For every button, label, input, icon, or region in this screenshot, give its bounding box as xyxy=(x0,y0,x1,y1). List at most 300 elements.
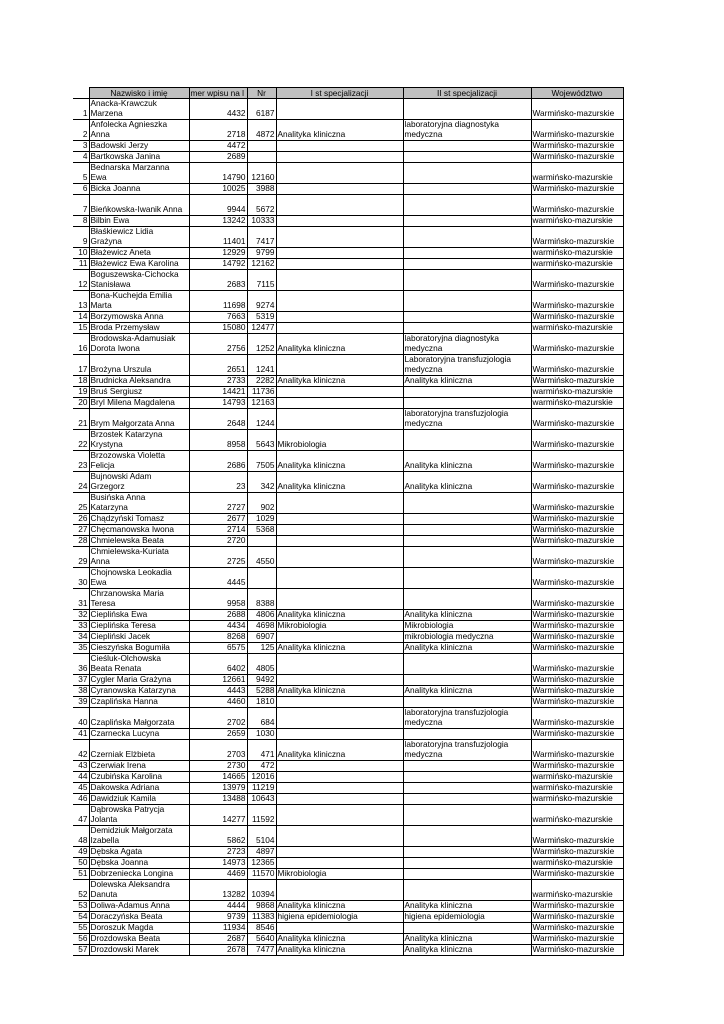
second-degree-specialization xyxy=(403,536,531,547)
nr-value: 10643 xyxy=(247,794,276,805)
nr-value: 10333 xyxy=(247,216,276,227)
entry-number: 14793 xyxy=(189,398,247,409)
second-degree-specialization: laboratoryjna transfuzjologia medyczna xyxy=(403,409,531,430)
row-number: 51 xyxy=(73,869,89,880)
table-row xyxy=(73,794,623,805)
nr-value: 12163 xyxy=(247,398,276,409)
row-number: 54 xyxy=(73,912,89,923)
nr-value: 8546 xyxy=(247,923,276,934)
person-name: Ciepliński Jacek xyxy=(89,632,189,643)
row-number: 16 xyxy=(73,334,89,355)
table-row xyxy=(73,387,623,398)
nr-value: 5288 xyxy=(247,686,276,697)
first-degree-specialization xyxy=(276,547,403,568)
person-name: Dębska Joanna xyxy=(89,858,189,869)
first-degree-specialization xyxy=(276,761,403,772)
row-number: 47 xyxy=(73,805,89,826)
row-number: 38 xyxy=(73,686,89,697)
voivodeship: Warmińsko-mazurskie xyxy=(531,376,623,387)
entry-number: 8268 xyxy=(189,632,247,643)
row-number: 12 xyxy=(73,270,89,291)
entry-number: 2686 xyxy=(189,451,247,472)
entry-number: 2683 xyxy=(189,270,247,291)
second-degree-specialization xyxy=(403,99,531,120)
table-row xyxy=(73,708,623,729)
first-degree-specialization: Analityka kliniczna xyxy=(276,901,403,912)
entry-number: 2677 xyxy=(189,514,247,525)
voivodeship: warmińsko-mazurskie xyxy=(531,248,623,259)
row-number: 8 xyxy=(73,216,89,227)
entry-number: 14421 xyxy=(189,387,247,398)
row-number: 31 xyxy=(73,589,89,610)
person-name: Demidziuk Małgorzata Izabella xyxy=(89,826,189,847)
second-degree-specialization xyxy=(403,493,531,514)
table-row xyxy=(73,334,623,355)
entry-number: 2648 xyxy=(189,409,247,430)
first-degree-specialization: Analityka kliniczna xyxy=(276,376,403,387)
row-number: 23 xyxy=(73,451,89,472)
voivodeship: Warmińsko-mazurskie xyxy=(531,227,623,248)
voivodeship: Warmińsko-mazurskie xyxy=(531,610,623,621)
second-degree-specialization xyxy=(403,398,531,409)
nr-value: 3988 xyxy=(247,184,276,195)
second-degree-specialization xyxy=(403,654,531,675)
person-name: Bieńkowska-Iwanik Anna xyxy=(89,195,189,216)
table-row xyxy=(73,945,623,956)
nr-value: 7477 xyxy=(247,945,276,956)
entry-number: 4472 xyxy=(189,141,247,152)
entry-number: 4443 xyxy=(189,686,247,697)
table-row xyxy=(73,525,623,536)
second-degree-specialization xyxy=(403,227,531,248)
entry-number: 2651 xyxy=(189,355,247,376)
table-row xyxy=(73,610,623,621)
row-number: 37 xyxy=(73,675,89,686)
entry-number: 6402 xyxy=(189,654,247,675)
table-row xyxy=(73,869,623,880)
entry-number: 9958 xyxy=(189,589,247,610)
first-degree-specialization xyxy=(276,514,403,525)
voivodeship: Warmińsko-mazurskie xyxy=(531,152,623,163)
row-number: 6 xyxy=(73,184,89,195)
second-degree-specialization xyxy=(403,880,531,901)
first-degree-specialization xyxy=(276,783,403,794)
first-degree-specialization: Mikrobiologia xyxy=(276,869,403,880)
person-name: Dębska Agata xyxy=(89,847,189,858)
first-degree-specialization: Analityka kliniczna xyxy=(276,472,403,493)
first-degree-specialization xyxy=(276,589,403,610)
row-number: 53 xyxy=(73,901,89,912)
person-name: Błażewicz Aneta xyxy=(89,248,189,259)
table-row xyxy=(73,312,623,323)
row-number: 50 xyxy=(73,858,89,869)
second-degree-specialization: Analityka kliniczna xyxy=(403,376,531,387)
table-row xyxy=(73,621,623,632)
nr-value: 7505 xyxy=(247,451,276,472)
second-degree-specialization xyxy=(403,675,531,686)
person-name: Dolewska Aleksandra Danuta xyxy=(89,880,189,901)
nr-value: 12477 xyxy=(247,323,276,334)
first-degree-specialization xyxy=(276,536,403,547)
person-name: Bona-Kuchejda Emilia Marta xyxy=(89,291,189,312)
row-number: 33 xyxy=(73,621,89,632)
second-degree-specialization xyxy=(403,697,531,708)
nr-value: 342 xyxy=(247,472,276,493)
nr-value: 12016 xyxy=(247,772,276,783)
second-degree-specialization xyxy=(403,826,531,847)
nr-value: 11383 xyxy=(247,912,276,923)
entry-number: 2678 xyxy=(189,945,247,956)
row-number: 56 xyxy=(73,934,89,945)
voivodeship: Warmińsko-mazurskie xyxy=(531,847,623,858)
person-name: Badowski Jerzy xyxy=(89,141,189,152)
entry-number: 13488 xyxy=(189,794,247,805)
second-degree-specialization xyxy=(403,858,531,869)
entry-number: 10025 xyxy=(189,184,247,195)
first-degree-specialization: Analityka kliniczna xyxy=(276,945,403,956)
nr-value: 6907 xyxy=(247,632,276,643)
entry-number: 23 xyxy=(189,472,247,493)
person-name: Borzymowska Anna xyxy=(89,312,189,323)
person-name: Bryl Milena Magdalena xyxy=(89,398,189,409)
table-row xyxy=(73,772,623,783)
voivodeship: warmińsko-mazurskie xyxy=(531,772,623,783)
nr-value xyxy=(247,152,276,163)
person-name: Czaplińska Hanna xyxy=(89,697,189,708)
person-name: Doliwa-Adamus Anna xyxy=(89,901,189,912)
first-degree-specialization: Analityka kliniczna xyxy=(276,740,403,761)
voivodeship: warmińsko-mazurskie xyxy=(531,216,623,227)
nr-value: 1252 xyxy=(247,334,276,355)
header-first-degree-specialization: I st specjalizacji xyxy=(276,88,403,99)
voivodeship: Warmińsko-mazurskie xyxy=(531,675,623,686)
first-degree-specialization xyxy=(276,858,403,869)
person-name: Cieplińska Teresa xyxy=(89,621,189,632)
voivodeship: Warmińsko-mazurskie xyxy=(531,547,623,568)
entry-number: 2688 xyxy=(189,610,247,621)
first-degree-specialization xyxy=(276,163,403,184)
header-voivodeship: Województwo xyxy=(531,88,623,99)
person-name: Anfolecka Agnieszka Anna xyxy=(89,120,189,141)
nr-value: 4698 xyxy=(247,621,276,632)
second-degree-specialization xyxy=(403,291,531,312)
first-degree-specialization xyxy=(276,493,403,514)
entry-number: 13979 xyxy=(189,783,247,794)
entry-number: 15080 xyxy=(189,323,247,334)
table-body xyxy=(73,99,623,956)
entry-number: 2725 xyxy=(189,547,247,568)
first-degree-specialization xyxy=(276,259,403,270)
row-number: 21 xyxy=(73,409,89,430)
second-degree-specialization: Analityka kliniczna xyxy=(403,686,531,697)
person-name: Chmielewska Beata xyxy=(89,536,189,547)
person-name: Bilbin Ewa xyxy=(89,216,189,227)
second-degree-specialization xyxy=(403,163,531,184)
person-name: Błaśkiewicz Lidia Grażyna xyxy=(89,227,189,248)
table-row xyxy=(73,259,623,270)
row-number: 29 xyxy=(73,547,89,568)
row-number: 2 xyxy=(73,120,89,141)
voivodeship: Warmińsko-mazurskie xyxy=(531,141,623,152)
nr-value: 9492 xyxy=(247,675,276,686)
table-row xyxy=(73,536,623,547)
first-degree-specialization xyxy=(276,675,403,686)
first-degree-specialization: Analityka kliniczna xyxy=(276,643,403,654)
first-degree-specialization: Analityka kliniczna xyxy=(276,934,403,945)
table-row xyxy=(73,227,623,248)
person-name: Brudnicka Aleksandra xyxy=(89,376,189,387)
person-name: Boguszewska-Cichocka Stanisława xyxy=(89,270,189,291)
table-row xyxy=(73,632,623,643)
second-degree-specialization xyxy=(403,794,531,805)
nr-value: 4805 xyxy=(247,654,276,675)
entry-number: 2718 xyxy=(189,120,247,141)
voivodeship: Warmińsko-mazurskie xyxy=(531,869,623,880)
nr-value: 7115 xyxy=(247,270,276,291)
voivodeship: Warmińsko-mazurskie xyxy=(531,120,623,141)
voivodeship: warmińsko-mazurskie xyxy=(531,783,623,794)
entry-number: 2687 xyxy=(189,934,247,945)
person-name: Cyranowska Katarzyna xyxy=(89,686,189,697)
nr-value: 11592 xyxy=(247,805,276,826)
voivodeship: Warmińsko-mazurskie xyxy=(531,686,623,697)
entry-number: 4444 xyxy=(189,901,247,912)
table-row xyxy=(73,783,623,794)
nr-value: 684 xyxy=(247,708,276,729)
table-row xyxy=(73,901,623,912)
row-number: 34 xyxy=(73,632,89,643)
nr-value xyxy=(247,141,276,152)
table-row xyxy=(73,184,623,195)
first-degree-specialization xyxy=(276,141,403,152)
first-degree-specialization: Analityka kliniczna xyxy=(276,610,403,621)
person-name: Chmielewska-Kuriata Anna xyxy=(89,547,189,568)
nr-value: 11736 xyxy=(247,387,276,398)
table-row xyxy=(73,216,623,227)
first-degree-specialization: Analityka kliniczna xyxy=(276,334,403,355)
row-number: 22 xyxy=(73,430,89,451)
table-row xyxy=(73,376,623,387)
table-row xyxy=(73,493,623,514)
row-number: 43 xyxy=(73,761,89,772)
table-row xyxy=(73,729,623,740)
first-degree-specialization xyxy=(276,880,403,901)
second-degree-specialization xyxy=(403,430,531,451)
first-degree-specialization: Analityka kliniczna xyxy=(276,120,403,141)
entry-number: 2702 xyxy=(189,708,247,729)
second-degree-specialization xyxy=(403,195,531,216)
table-row xyxy=(73,120,623,141)
nr-value: 4806 xyxy=(247,610,276,621)
table-row xyxy=(73,923,623,934)
entry-number: 4432 xyxy=(189,99,247,120)
row-number: 27 xyxy=(73,525,89,536)
person-name: Anacka-Krawczuk Marzena xyxy=(89,99,189,120)
person-name: Cieplińska Ewa xyxy=(89,610,189,621)
voivodeship: Warmińsko-mazurskie xyxy=(531,934,623,945)
nr-value: 1029 xyxy=(247,514,276,525)
person-name: Cieśluk-Olchowska Beata Renata xyxy=(89,654,189,675)
row-number: 20 xyxy=(73,398,89,409)
first-degree-specialization xyxy=(276,568,403,589)
second-degree-specialization xyxy=(403,589,531,610)
voivodeship: warmińsko-mazurskie xyxy=(531,259,623,270)
entry-number: 9944 xyxy=(189,195,247,216)
row-number: 13 xyxy=(73,291,89,312)
voivodeship: warmińsko-mazurskie xyxy=(531,805,623,826)
first-degree-specialization xyxy=(276,398,403,409)
second-degree-specialization xyxy=(403,923,531,934)
first-degree-specialization xyxy=(276,248,403,259)
second-degree-specialization xyxy=(403,312,531,323)
voivodeship: Warmińsko-mazurskie xyxy=(531,923,623,934)
second-degree-specialization: Laboratoryjna transfuzjologia medyczna xyxy=(403,355,531,376)
table-row xyxy=(73,761,623,772)
entry-number: 2756 xyxy=(189,334,247,355)
voivodeship: Warmińsko-mazurskie xyxy=(531,184,623,195)
table-row xyxy=(73,430,623,451)
entry-number: 12929 xyxy=(189,248,247,259)
header-nr: Nr xyxy=(247,88,276,99)
person-name: Cygler Maria Grażyna xyxy=(89,675,189,686)
row-number: 41 xyxy=(73,729,89,740)
second-degree-specialization xyxy=(403,387,531,398)
voivodeship: Warmińsko-mazurskie xyxy=(531,430,623,451)
nr-value: 4550 xyxy=(247,547,276,568)
table-row xyxy=(73,409,623,430)
nr-value: 11219 xyxy=(247,783,276,794)
person-name: Czubińska Karolina xyxy=(89,772,189,783)
row-number: 1 xyxy=(73,99,89,120)
nr-value: 1241 xyxy=(247,355,276,376)
row-number: 18 xyxy=(73,376,89,387)
table-row xyxy=(73,740,623,761)
voivodeship: Warmińsko-mazurskie xyxy=(531,826,623,847)
voivodeship: Warmińsko-mazurskie xyxy=(531,312,623,323)
row-number: 7 xyxy=(73,195,89,216)
voivodeship: Warmińsko-mazurskie xyxy=(531,632,623,643)
entry-number: 11401 xyxy=(189,227,247,248)
first-degree-specialization xyxy=(276,216,403,227)
second-degree-specialization: Analityka kliniczna xyxy=(403,472,531,493)
header-number xyxy=(73,88,89,99)
second-degree-specialization: Analityka kliniczna xyxy=(403,945,531,956)
nr-value xyxy=(247,536,276,547)
entry-number: 2659 xyxy=(189,729,247,740)
entry-number: 13282 xyxy=(189,880,247,901)
person-name: Chrzanowska Maria Teresa xyxy=(89,589,189,610)
person-name: Drozdowska Beata xyxy=(89,934,189,945)
row-number: 42 xyxy=(73,740,89,761)
table-row xyxy=(73,589,623,610)
first-degree-specialization xyxy=(276,805,403,826)
first-degree-specialization xyxy=(276,826,403,847)
first-degree-specialization xyxy=(276,847,403,858)
first-degree-specialization xyxy=(276,772,403,783)
person-name: Brożyna Urszula xyxy=(89,355,189,376)
person-name: Broda Przemysław xyxy=(89,323,189,334)
table-row xyxy=(73,675,623,686)
table-row xyxy=(73,141,623,152)
first-degree-specialization xyxy=(276,654,403,675)
nr-value: 4897 xyxy=(247,847,276,858)
second-degree-specialization: laboratoryjna transfuzjologia medyczna xyxy=(403,740,531,761)
row-number: 28 xyxy=(73,536,89,547)
second-degree-specialization xyxy=(403,259,531,270)
voivodeship: warmińsko-mazurskie xyxy=(531,794,623,805)
row-number: 49 xyxy=(73,847,89,858)
first-degree-specialization xyxy=(276,270,403,291)
person-name: Czerniak Elżbieta xyxy=(89,740,189,761)
header-entry-number: mer wpisu na l xyxy=(189,88,247,99)
voivodeship: Warmińsko-mazurskie xyxy=(531,451,623,472)
person-name: Brodowska-Adamusiak Dorota Iwona xyxy=(89,334,189,355)
entry-number: 14792 xyxy=(189,259,247,270)
nr-value: 1244 xyxy=(247,409,276,430)
voivodeship: warmińsko-mazurskie xyxy=(531,163,623,184)
voivodeship: Warmińsko-mazurskie xyxy=(531,654,623,675)
person-name: Doraczyńska Beata xyxy=(89,912,189,923)
person-name: Bruś Sergiusz xyxy=(89,387,189,398)
voivodeship: Warmińsko-mazurskie xyxy=(531,621,623,632)
entry-number: 2723 xyxy=(189,847,247,858)
voivodeship: Warmińsko-mazurskie xyxy=(531,589,623,610)
nr-value: 5368 xyxy=(247,525,276,536)
voivodeship: Warmińsko-mazurskie xyxy=(531,355,623,376)
row-number: 39 xyxy=(73,697,89,708)
nr-value: 12365 xyxy=(247,858,276,869)
voivodeship: Warmińsko-mazurskie xyxy=(531,740,623,761)
nr-value: 1810 xyxy=(247,697,276,708)
first-degree-specialization xyxy=(276,409,403,430)
first-degree-specialization: Mikrobiologia xyxy=(276,621,403,632)
entry-number: 14790 xyxy=(189,163,247,184)
voivodeship: Warmińsko-mazurskie xyxy=(531,99,623,120)
nr-value: 5643 xyxy=(247,430,276,451)
table-row xyxy=(73,934,623,945)
person-name: Bartkowska Janina xyxy=(89,152,189,163)
voivodeship: Warmińsko-mazurskie xyxy=(531,643,623,654)
header-row xyxy=(73,88,623,99)
nr-value: 125 xyxy=(247,643,276,654)
person-name: Bujnowski Adam Grzegorz xyxy=(89,472,189,493)
table-row xyxy=(73,323,623,334)
table-row xyxy=(73,152,623,163)
second-degree-specialization: higiena epidemiologia xyxy=(403,912,531,923)
entry-number: 2714 xyxy=(189,525,247,536)
entry-number: 2720 xyxy=(189,536,247,547)
specialists-table xyxy=(73,87,624,956)
person-name: Doroszuk Magda xyxy=(89,923,189,934)
nr-value: 9274 xyxy=(247,291,276,312)
second-degree-specialization xyxy=(403,141,531,152)
second-degree-specialization xyxy=(403,514,531,525)
voivodeship: Warmińsko-mazurskie xyxy=(531,729,623,740)
second-degree-specialization: laboratoryjna transfuzjologia medyczna xyxy=(403,708,531,729)
table-row xyxy=(73,654,623,675)
table-row xyxy=(73,697,623,708)
entry-number: 11934 xyxy=(189,923,247,934)
nr-value: 8388 xyxy=(247,589,276,610)
entry-number: 4460 xyxy=(189,697,247,708)
table-row xyxy=(73,686,623,697)
voivodeship: Warmińsko-mazurskie xyxy=(531,536,623,547)
nr-value: 5640 xyxy=(247,934,276,945)
first-degree-specialization xyxy=(276,525,403,536)
row-number: 26 xyxy=(73,514,89,525)
row-number: 14 xyxy=(73,312,89,323)
voivodeship: Warmińsko-mazurskie xyxy=(531,525,623,536)
